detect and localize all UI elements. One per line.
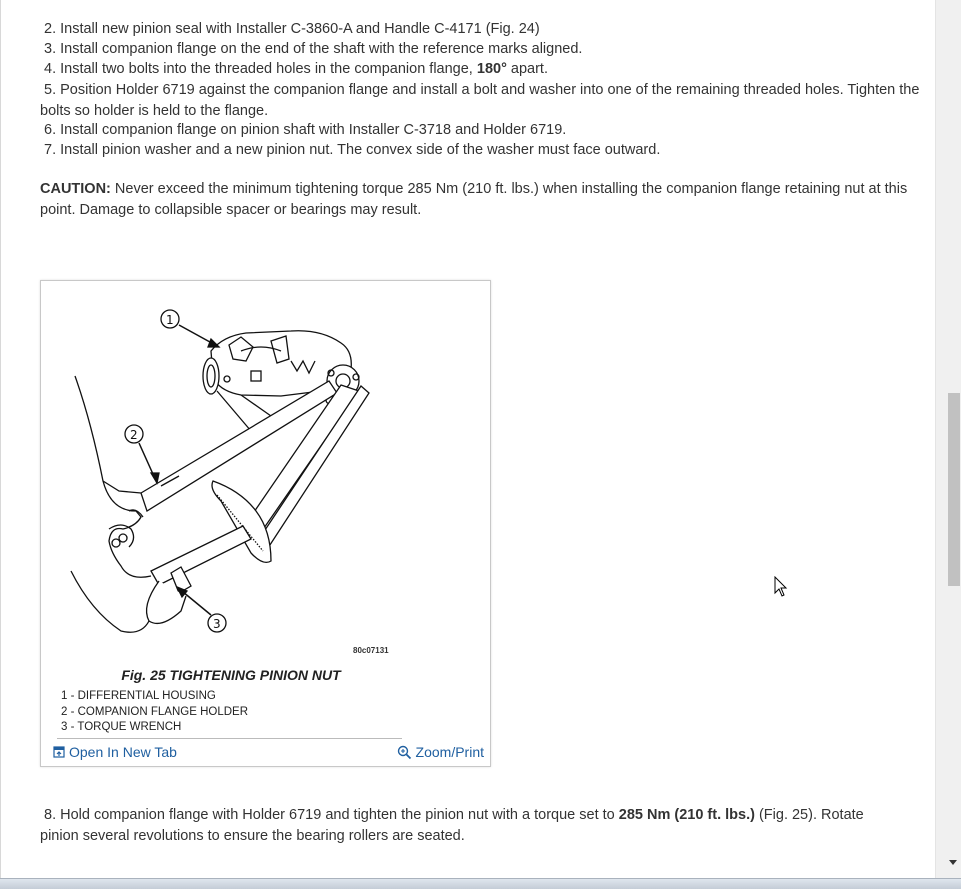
vertical-scrollbar[interactable] bbox=[935, 0, 961, 878]
legend-item: 2 - COMPANION FLANGE HOLDER bbox=[61, 705, 249, 718]
step-6: 6. Install companion flange on pinion shaft with Installer C-3718 and Holder 6719. bbox=[44, 122, 567, 138]
figure-divider bbox=[57, 738, 402, 739]
mouse-cursor-icon bbox=[774, 576, 788, 598]
callout-1: 1 bbox=[166, 313, 174, 327]
step-2: 2. Install new pinion seal with Installer C-3860-A and Handle C-4171 (Fig. 24) bbox=[44, 21, 540, 37]
callout-3: 3 bbox=[213, 617, 221, 631]
figure-legend bbox=[61, 689, 248, 736]
step-3: 3. Install companion flange on the end of the shaft with the reference marks aligned. bbox=[44, 41, 583, 57]
figure-code: 80c07131 bbox=[353, 646, 389, 655]
step-7: 7. Install pinion washer and a new pinion nut. The convex side of the washer must face outward. bbox=[44, 142, 661, 158]
legend-item: 3 - TORQUE WRENCH bbox=[61, 721, 182, 733]
torque-wrench-illustration bbox=[41, 281, 490, 661]
new-tab-icon bbox=[53, 746, 65, 758]
step-5: 5. Position Holder 6719 against the companion flange and install a bolt and washer into one of the remaining threaded holes. Tighten the bolts so holder is held to the flange. bbox=[40, 82, 920, 119]
scroll-down-arrow-icon[interactable] bbox=[949, 860, 957, 865]
open-in-new-tab-link[interactable]: Open In New Tab bbox=[53, 744, 177, 760]
zoom-icon bbox=[397, 745, 412, 760]
legend-item: 1 - DIFFERENTIAL HOUSING bbox=[61, 690, 216, 702]
step-8: 8. Hold companion flange with Holder 6719 and tighten the pinion nut with a torque set to 285 Nm (210 ft. lbs.) (Fig. 25). Rotate pinion several revolutions to ensure the bearing rollers are seated. bbox=[40, 807, 864, 844]
zoom-print-link[interactable]: Zoom/Print bbox=[397, 744, 484, 760]
figure-title: Fig. 25 TIGHTENING PINION NUT bbox=[121, 667, 341, 683]
caution-label: CAUTION: bbox=[40, 181, 111, 197]
window-bottom-border bbox=[0, 878, 961, 889]
scrollbar-thumb[interactable] bbox=[948, 393, 960, 586]
step-4: 4. Install two bolts into the threaded holes in the companion flange, 180° apart. bbox=[44, 61, 548, 77]
callout-2: 2 bbox=[130, 428, 138, 442]
figure-25 bbox=[40, 280, 491, 767]
caution-note: CAUTION: Never exceed the minimum tightening torque 285 Nm (210 ft. lbs.) when installing the companion flange retaining nut at this point. Damage to collapsible spacer or bearings may result. bbox=[40, 181, 908, 218]
